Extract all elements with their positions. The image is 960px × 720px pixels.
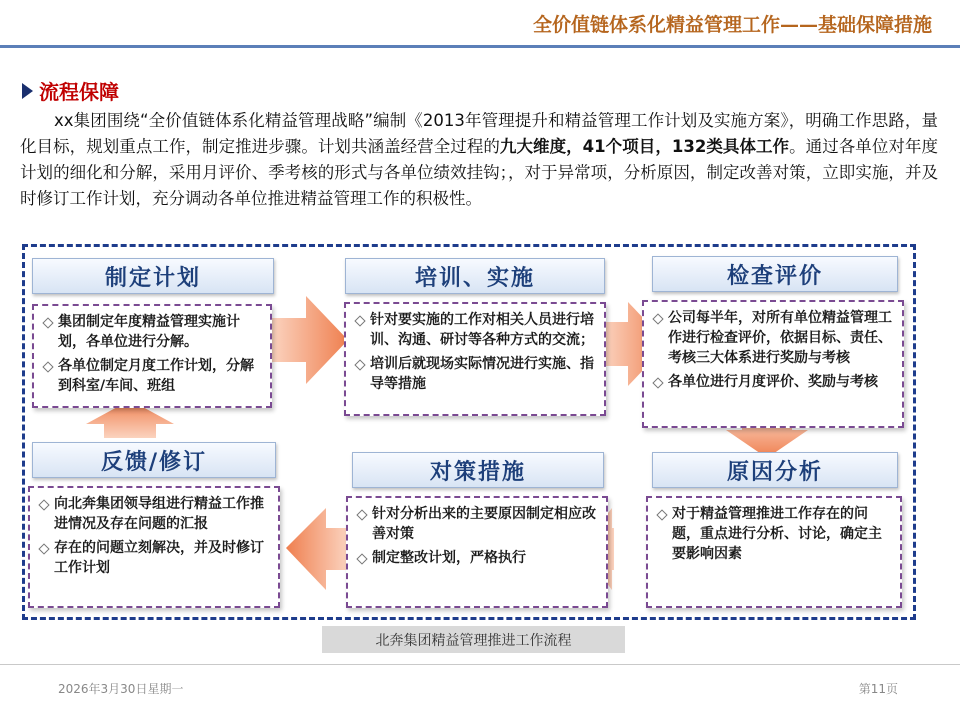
- list-item: 培训后就现场实际情况进行实施、指导等措施: [354, 354, 596, 394]
- step-measure-title: 对策措施: [352, 452, 604, 488]
- footer-divider: [0, 664, 960, 665]
- header-title: 全价值链体系化精益管理工作——基础保障措施: [532, 14, 932, 36]
- step-plan-box: [32, 304, 272, 408]
- list-item: 对于精益管理推进工作存在的问题，重点进行分析、讨论，确定主要影响因素: [656, 504, 892, 564]
- step-measure-box: [346, 496, 608, 608]
- paragraph-highlight: 九大维度，41个项目，132类具体工作: [499, 137, 790, 156]
- footer-date: 2026年3月30日星期一: [58, 682, 184, 696]
- section-title: 流程保障: [39, 80, 119, 104]
- list-item: 集团制定年度精益管理实施计划，各单位进行分解。: [42, 312, 262, 352]
- list-item: 针对分析出来的主要原因制定相应改善对策: [356, 504, 598, 544]
- arrow-measure-to-feedback: [286, 508, 348, 590]
- step-cause-box: [646, 496, 902, 608]
- diagram-caption: 北奔集团精益管理推进工作流程: [322, 626, 625, 653]
- paragraph-part-3: 。通过各单位对年度计划的细化和分解，采用月评价、季考核的形式与各单位绩效挂钩；，对于异常项，分析原因，制定改善对策，立即实施，并及时修订工作计划，充分调动各单位推进精益管理工作的积极性。: [20, 137, 939, 208]
- step-check-title: 检查评价: [652, 256, 898, 292]
- list-item: 各单位进行月度评价、奖励与考核: [652, 372, 894, 392]
- list-item: 制定整改计划，严格执行: [356, 548, 598, 568]
- step-train-title: 培训、实施: [345, 258, 605, 294]
- list-item: 针对要实施的工作对相关人员进行培训、沟通、研讨等各种方式的交流；: [354, 310, 596, 350]
- step-feedback-title: 反馈/修订: [32, 442, 276, 478]
- list-item: 向北奔集团领导组进行精益工作推进情况及存在问题的汇报: [38, 494, 270, 534]
- step-plan-title: 制定计划: [32, 258, 274, 294]
- page-number: 第11页: [858, 682, 898, 696]
- arrow-plan-to-train: [272, 296, 348, 384]
- step-check-box: [642, 300, 904, 428]
- paragraph-part-1: xx集团围绕“全价值链体系化精益管理战略”编制《2013年管理提升和精益管理工作计划及实施方案》，明确工作思路，量化目标，规划重点工作，制定推进步骤。计划共涵盖经营全过程的: [20, 111, 938, 156]
- step-train-box: [344, 302, 606, 416]
- list-item: 公司每半年，对所有单位精益管理工作进行检查评价，依据目标、责任、考核三大体系进行奖励与考核: [652, 308, 894, 368]
- step-cause-title: 原因分析: [652, 452, 898, 488]
- list-item: 存在的问题立刻解决，并及时修订工作计划: [38, 538, 270, 578]
- list-item: 各单位制定月度工作计划，分解到科室/车间、班组: [42, 356, 262, 396]
- step-feedback-box: [28, 486, 280, 608]
